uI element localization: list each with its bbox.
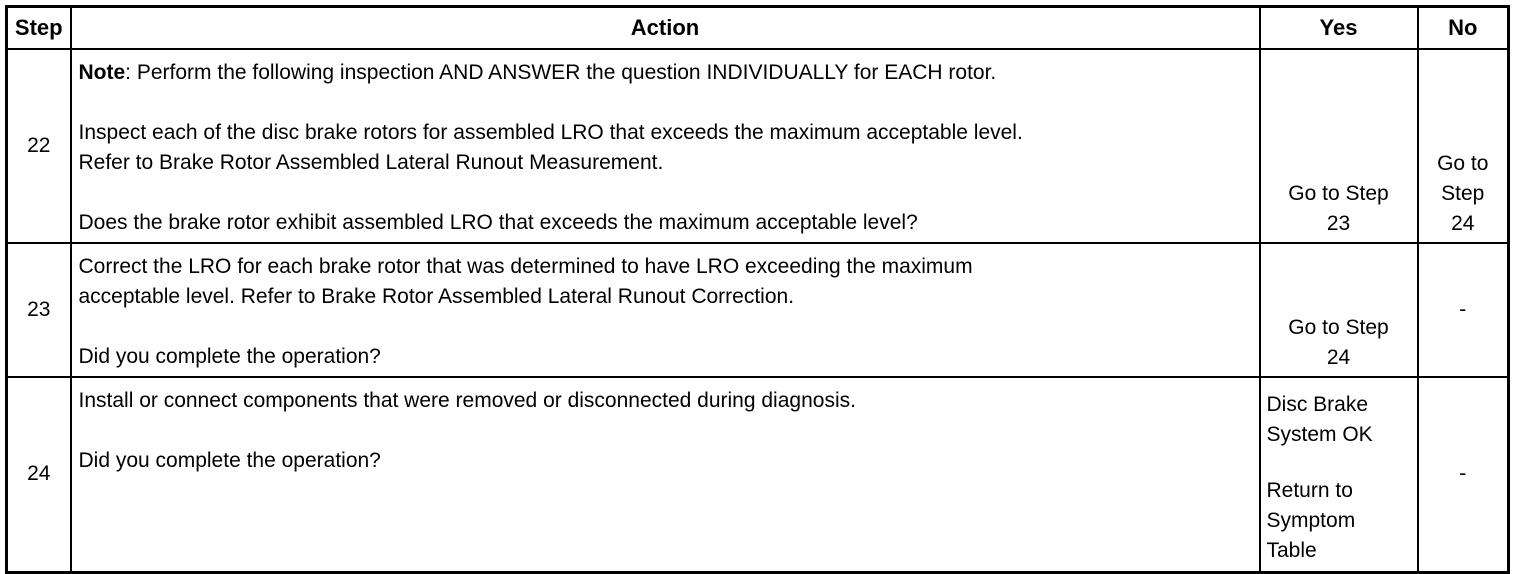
diagnostic-step-table: [5, 5, 1510, 574]
table-row-step-22: [7, 49, 1509, 243]
no-cell[interactable]: [1418, 49, 1509, 243]
action-cell: [71, 243, 1260, 377]
yes-action-step: 24: [1326, 346, 1351, 369]
question-text: Does the brake rotor exhibit assembled LRO that exceeds the maximum acceptable level?: [78, 211, 918, 234]
header-action: Action: [71, 7, 1260, 50]
instruction-paragraph: [79, 118, 1253, 178]
reference-link-text: Refer to Brake Rotor Assembled Lateral Runout Measurement.: [78, 151, 664, 174]
instruction-line: Correct the LRO for each brake rotor that was determined to have LRO exceeding the maximum: [78, 255, 973, 278]
header-step: Step: [7, 7, 71, 50]
header-yes: Yes: [1260, 7, 1418, 50]
no-cell: -: [1418, 377, 1509, 572]
yes-cell[interactable]: [1260, 243, 1418, 377]
no-action-label: Step: [1441, 182, 1485, 205]
yes-result-line: Symptom: [1266, 509, 1356, 532]
instruction-line: Install or connect components that were removed or disconnected during diagnosis.: [78, 389, 856, 412]
note-text: : Perform the following inspection AND ANSWER the question INDIVIDUALLY for EACH rotor.: [125, 61, 997, 84]
instruction-line: Inspect each of the disc brake rotors for assembled LRO that exceeds the maximum acceptable level.: [78, 121, 1023, 144]
yes-result-line: Return to: [1266, 479, 1353, 502]
action-cell: [71, 377, 1260, 572]
action-cell: [71, 49, 1260, 243]
instruction-paragraph: [79, 252, 1253, 312]
yes-action-step: 23: [1326, 212, 1351, 235]
no-cell: -: [1418, 243, 1509, 377]
no-action-label: Go to: [1437, 152, 1489, 175]
note-paragraph: [79, 58, 1253, 88]
step-number: 24: [7, 377, 71, 572]
yes-cell[interactable]: [1260, 49, 1418, 243]
header-no: No: [1418, 7, 1509, 50]
table-row-step-24: [7, 377, 1509, 572]
no-action-step: 24: [1451, 212, 1475, 235]
note-label: Note: [78, 61, 126, 84]
step-number: 22: [7, 49, 71, 243]
yes-result-line: Table: [1266, 539, 1317, 562]
yes-result-line: Disc Brake: [1266, 393, 1369, 416]
instruction-line: acceptable level. Refer to Brake Rotor Assembled Lateral Runout Correction.: [78, 285, 795, 308]
yes-result-return: [1267, 476, 1413, 566]
question-text: Did you complete the operation?: [78, 345, 381, 368]
yes-action-label: Go to Step: [1288, 182, 1389, 205]
step-number: 23: [7, 243, 71, 377]
header-row: [7, 7, 1509, 50]
yes-result-ok: [1267, 390, 1413, 450]
yes-cell[interactable]: [1260, 377, 1418, 572]
yes-result-line: System OK: [1266, 423, 1373, 446]
yes-action-label: Go to Step: [1288, 316, 1389, 339]
question-text: Did you complete the operation?: [78, 449, 381, 472]
table-row-step-23: [7, 243, 1509, 377]
